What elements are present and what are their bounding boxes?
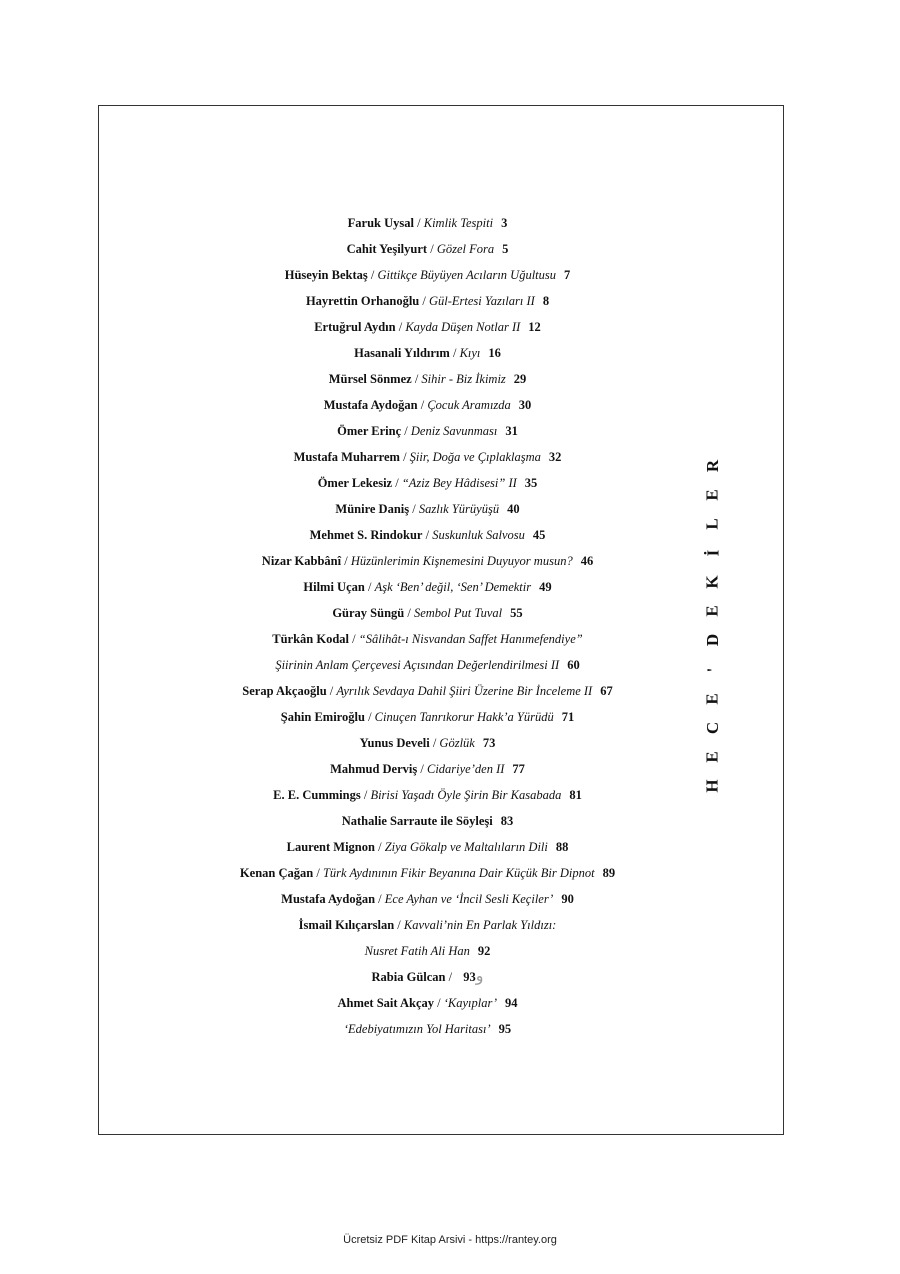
side-title-letter: E [703, 489, 722, 501]
toc-separator: / [367, 268, 378, 282]
toc-author: Laurent Mignon [286, 840, 375, 854]
toc-title: Hüzünlerimin Kişnemesini Duyuyor musun? [350, 554, 573, 568]
toc-entry [0, 210, 855, 236]
footer-text: Ücretsiz PDF Kitap Arsivi - https://rantey.org [343, 1234, 557, 1246]
toc-author: Ömer Erinç [337, 424, 402, 438]
toc-author: Mehmet S. Rindokur [309, 528, 423, 542]
toc-title: Ayrılık Sevdaya Dahil Şiiri Üzerine Bir İnceleme II [336, 684, 593, 698]
toc-title: Gittikçe Büyüyen Acıların Uğultusu [377, 268, 557, 282]
toc-title: Kayda Düşen Notlar II [405, 320, 521, 334]
toc-entry [0, 860, 855, 886]
toc-entry [0, 912, 855, 938]
toc-entry [0, 340, 855, 366]
toc-entry [0, 600, 855, 626]
toc-page-number: 5 [502, 242, 509, 256]
toc-entry [0, 470, 855, 496]
toc-entry [0, 990, 855, 1016]
toc-title: Şiir, Doğa ve Çıplaklaşma [409, 450, 541, 464]
toc-title: Türk Aydınının Fikir Beyanına Dair Küçük Bir Dipnot [322, 866, 595, 880]
toc-author: Hilmi Uçan [303, 580, 365, 594]
toc-title: Sazlık Yürüyüşü [418, 502, 500, 516]
toc-separator: / [326, 684, 337, 698]
side-title-letter: İ [703, 549, 722, 557]
toc-title: Aşk ‘Ben’ değil, ‘Sen’ Demektir [374, 580, 532, 594]
toc-entry [0, 834, 855, 860]
toc-author: İsmail Kılıçarslan [298, 918, 395, 932]
side-title-letter: C [703, 721, 722, 734]
toc-title: Cinuçen Tanrıkorur Hakk’a Yürüdü [374, 710, 554, 724]
toc-separator: / [427, 242, 437, 256]
toc-entry [0, 964, 855, 990]
toc-title: Kıyı [459, 346, 481, 360]
toc-page-number: 55 [510, 606, 523, 620]
toc-page-number: 90 [561, 892, 574, 906]
toc-separator: / [341, 554, 351, 568]
toc-separator: / [364, 710, 375, 724]
toc-page-number: 71 [561, 710, 575, 724]
toc-author: Rabia Gülcan [371, 970, 446, 984]
toc-author: Serap Akçaoğlu [242, 684, 327, 698]
toc-separator: / [392, 476, 402, 490]
toc-page-number: 7 [564, 268, 571, 282]
toc-separator: / [374, 840, 385, 854]
toc-title: ‘Edebiyatımızın Yol Haritası’ [343, 1022, 491, 1036]
toc-author: Güray Süngü [332, 606, 405, 620]
toc-entry [0, 1016, 855, 1042]
toc-page-number: 8 [542, 294, 550, 308]
side-title-letter: E [703, 751, 722, 763]
toc-entry [0, 808, 855, 834]
toc-separator: / [360, 788, 371, 802]
toc-entry [0, 418, 855, 444]
toc-title: Gözel Fora [436, 242, 495, 256]
toc-separator: / [422, 528, 433, 542]
toc-title: ‘Kayıplar’ [443, 996, 497, 1010]
toc-page-number: 40 [507, 502, 520, 516]
toc-title: Nusret Fatih Ali Han [364, 944, 470, 958]
toc-page-number: 3 [501, 216, 508, 230]
toc-entry [0, 782, 855, 808]
toc-separator: / [399, 450, 410, 464]
toc-page-number: 29 [513, 372, 527, 386]
toc-author: Hayrettin Orhanoğlu [305, 294, 420, 308]
toc-page-number: 49 [539, 580, 552, 594]
toc-separator: / [429, 736, 440, 750]
toc-author: Nizar Kabbânî [261, 554, 342, 568]
toc-author: Münire Daniş [335, 502, 410, 516]
side-title-letter: E [703, 692, 722, 705]
toc-entry [0, 366, 855, 392]
toc-author: Kenan Çağan [239, 866, 314, 880]
toc-entry [0, 236, 855, 262]
toc-separator: / [434, 996, 444, 1010]
side-title-letter: L [703, 518, 722, 530]
toc-entry [0, 886, 855, 912]
toc-entry [0, 496, 855, 522]
toc-entry [0, 730, 855, 756]
toc-page-number: 88 [555, 840, 569, 854]
toc-entry [0, 262, 855, 288]
toc-separator: / [401, 424, 411, 438]
toc-author: Türkân Kodal [272, 632, 350, 646]
toc-author: Hüseyin Bektaş [284, 268, 368, 282]
toc-title: Cidariye’den II [426, 762, 505, 776]
toc-author: Mustafa Aydoğan [281, 892, 376, 906]
toc-entry [0, 678, 855, 704]
toc-title: Kavvali’nin En Parlak Yıldızı: [403, 918, 557, 932]
toc-page-number: 92 [477, 944, 491, 958]
toc-page-number: 31 [505, 424, 518, 438]
toc-author: Mahmud Derviş [330, 762, 418, 776]
toc-page-number: 83 [500, 814, 514, 828]
toc-author: E. E. Cummings [273, 788, 361, 802]
toc-title: Ziya Gökalp ve Maltalıların Dili [384, 840, 548, 854]
side-title-letter: H [702, 779, 722, 793]
toc-title: Gözlük [439, 736, 475, 750]
toc-author: Faruk Uysal [347, 216, 414, 230]
toc-author: Ertuğrul Aydın [314, 320, 396, 334]
toc-page-number: 89 [602, 866, 616, 880]
toc-author: Yunus Develi [359, 736, 430, 750]
toc-entry [0, 574, 855, 600]
toc-page-number: 30 [518, 398, 532, 412]
side-title-letter: E [703, 605, 722, 618]
toc-title: Kimlik Tespiti [423, 216, 494, 230]
toc-separator: / [404, 606, 414, 620]
toc-title: Sembol Put Tuval [413, 606, 503, 620]
toc-author: Mustafa Aydoğan [323, 398, 418, 412]
toc-title: “Aziz Bey Hâdisesi” II [401, 476, 517, 490]
toc-author: Nathalie Sarraute ile Söyleşi [341, 814, 493, 828]
toc-title: Şiirinin Anlam Çerçevesi Açısından Değerlendirilmesi II [275, 658, 560, 672]
toc-title: Gül-Ertesi Yazıları II [429, 294, 535, 308]
toc-page-number: 81 [569, 788, 582, 802]
toc-separator: / [349, 632, 359, 646]
toc-title: Suskunluk Salvosu [432, 528, 525, 542]
table-of-contents [0, 210, 855, 1042]
toc-entry [0, 938, 855, 964]
side-title [700, 456, 726, 796]
toc-separator: / [395, 320, 406, 334]
toc-author: Mürsel Sönmez [328, 372, 412, 386]
toc-page-number: 67 [600, 684, 613, 698]
toc-author: Hasanali Yıldırım [354, 346, 450, 360]
toc-title: Deniz Savunması [410, 424, 498, 438]
side-title-letter: D [703, 634, 722, 647]
toc-separator: / [411, 372, 422, 386]
side-title-letter: ' [702, 667, 722, 672]
toc-entry [0, 756, 855, 782]
toc-page-number: 94 [505, 996, 518, 1010]
toc-author: Ahmet Sait Akçay [337, 996, 435, 1010]
toc-entry [0, 288, 855, 314]
toc-page-number: 46 [580, 554, 594, 568]
side-title-letter: R [703, 459, 722, 473]
toc-author: Ömer Lekesiz [317, 476, 393, 490]
toc-page-number: 77 [512, 762, 525, 776]
toc-entry [0, 704, 855, 730]
toc-separator: / [313, 866, 323, 880]
toc-page-number: 32 [548, 450, 562, 464]
toc-entry [0, 652, 855, 678]
toc-entry [0, 392, 855, 418]
toc-page-number: 93 [463, 970, 476, 984]
toc-page-number: 60 [567, 658, 580, 672]
toc-author: Cahit Yeşilyurt [346, 242, 428, 256]
toc-title: “Sâlihât-ı Nisvandan Saffet Hanımefendiye” [358, 632, 583, 646]
toc-page-number: 16 [488, 346, 501, 360]
side-title-letter: K [702, 575, 722, 589]
toc-entry [0, 314, 855, 340]
toc-separator: / [449, 346, 460, 360]
toc-title: Çocuk Aramızda [427, 398, 511, 412]
toc-separator: / [375, 892, 385, 906]
toc-separator: / [414, 216, 424, 230]
toc-separator: / [394, 918, 404, 932]
toc-page-number: 95 [498, 1022, 512, 1036]
toc-separator: / [364, 580, 375, 594]
toc-separator: / [409, 502, 419, 516]
toc-page-number: 73 [482, 736, 496, 750]
toc-page-number: 12 [528, 320, 541, 334]
toc-page-number: 35 [524, 476, 538, 490]
toc-separator: / [445, 970, 456, 984]
toc-title: و [475, 968, 484, 985]
toc-separator: / [419, 294, 429, 308]
toc-entry [0, 522, 855, 548]
toc-entry [0, 626, 855, 652]
toc-author: Şahin Emiroğlu [280, 710, 365, 724]
toc-separator: / [417, 762, 427, 776]
toc-title: Birisi Yaşadı Öyle Şirin Bir Kasabada [370, 788, 562, 802]
toc-page-number: 45 [532, 528, 546, 542]
toc-title: Sihir - Biz İkimiz [421, 372, 506, 386]
toc-separator: / [417, 398, 428, 412]
toc-entry [0, 444, 855, 473]
toc-title: Ece Ayhan ve ‘İncil Sesli Keçiler’ [384, 892, 554, 906]
toc-author: Mustafa Muharrem [293, 450, 400, 464]
toc-entry [0, 548, 855, 574]
